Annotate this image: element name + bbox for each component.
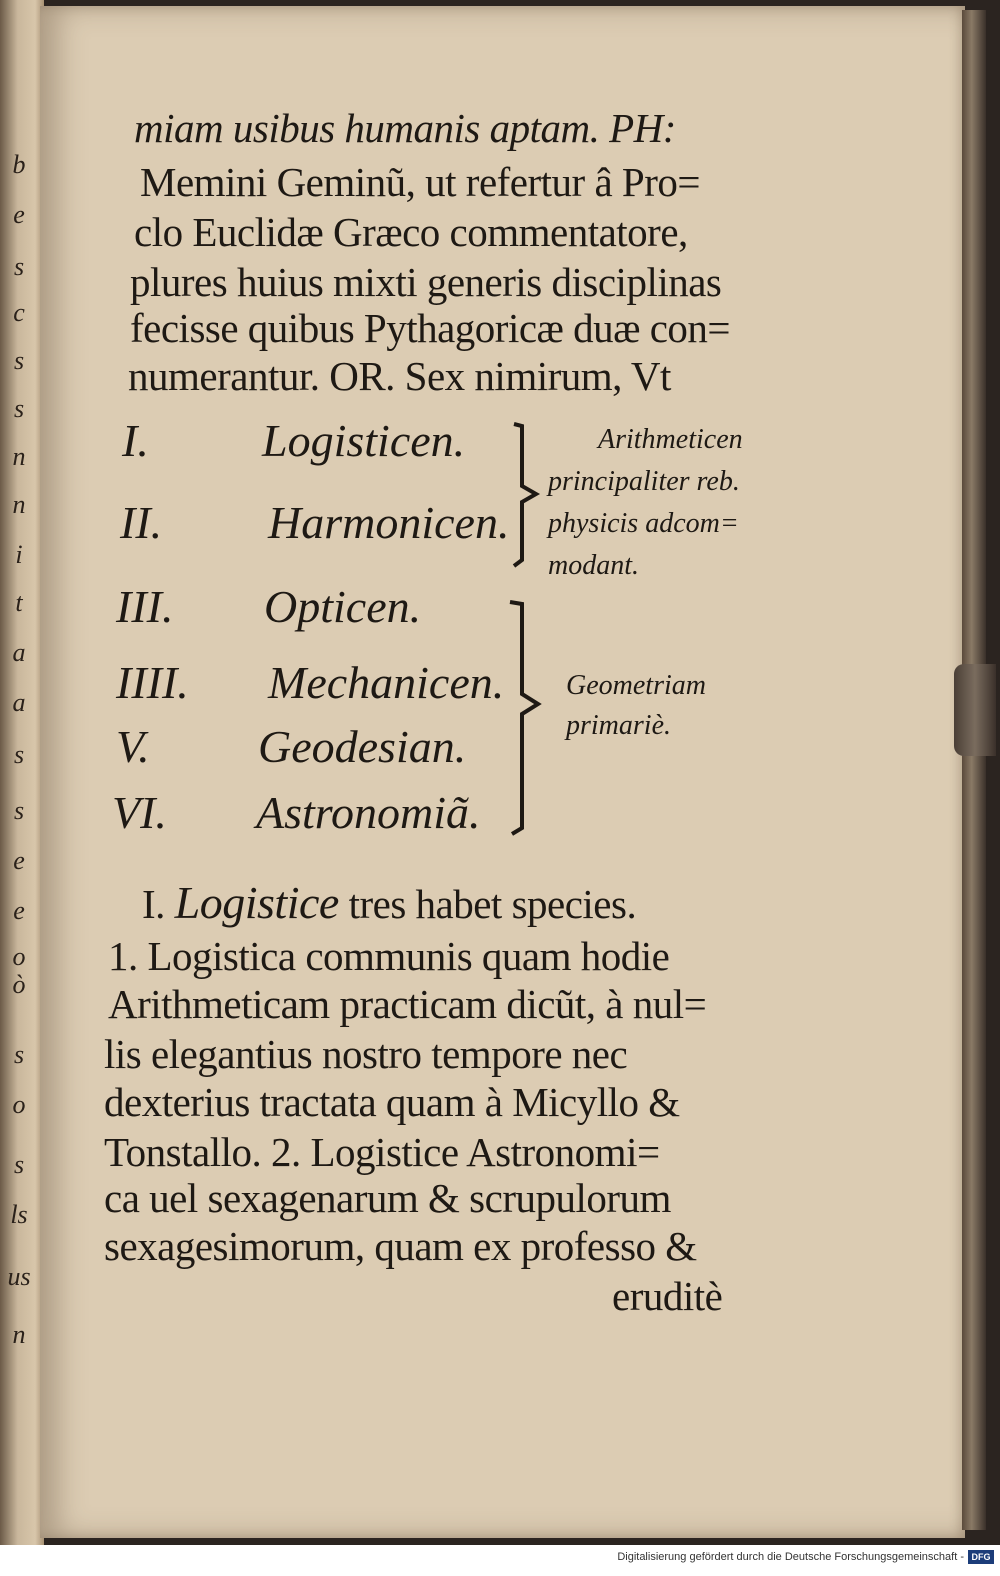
brace-note-line: principaliter reb. xyxy=(548,466,740,497)
table-row-name: Astronomiã. xyxy=(256,787,481,838)
facing-page-glyph: n xyxy=(12,490,26,519)
table-row-name: Harmonicen. xyxy=(268,497,510,548)
facing-page-glyph: s xyxy=(13,252,25,281)
facing-page-glyph: e xyxy=(13,896,25,925)
catchword: eruditè xyxy=(612,1273,723,1319)
text-line-14: sexagesimorum, quam ex professo & xyxy=(104,1223,697,1269)
brace-upper xyxy=(500,420,550,580)
book-clasp xyxy=(954,664,996,756)
facing-page-glyph: s xyxy=(13,1040,25,1069)
facing-page-glyph: n xyxy=(12,442,26,471)
facing-page-glyph: c xyxy=(13,298,25,327)
text-line-13: ca uel sexagenarum & scrupulorum xyxy=(104,1175,671,1221)
facing-page-glyph: us xyxy=(7,1262,31,1291)
facing-page-glyph: o xyxy=(12,1090,26,1119)
facing-page-glyph: ls xyxy=(10,1200,28,1229)
table-row-num: VI. xyxy=(112,787,167,838)
table-row-num: I. xyxy=(122,415,149,466)
facing-page-glyph: s xyxy=(13,740,25,769)
brace-lower xyxy=(500,596,550,846)
facing-page-glyph: n xyxy=(12,1320,26,1349)
facing-page-glyph: e xyxy=(13,200,25,229)
text-line-1: miam usibus humanis aptam. PH: xyxy=(134,105,676,151)
table-row-num: III. xyxy=(116,581,174,632)
line-prefix: I. xyxy=(142,881,175,927)
footer-credit: Digitalisierung gefördert durch die Deutsche Forschungsgemeinschaft - xyxy=(617,1551,964,1563)
brace-note-line: modant. xyxy=(548,550,639,581)
facing-page-glyph: s xyxy=(13,394,25,423)
text-line-9: Arithmeticam practicam dicũt, à nul= xyxy=(108,981,707,1027)
table-row-name: Geodesian. xyxy=(258,721,467,772)
brace-note-line: primariè. xyxy=(566,710,671,741)
line-suffix: tres habet species. xyxy=(338,881,637,927)
brace-note-line: Geometriam xyxy=(566,670,706,701)
text-line-11: dexterius tractata quam à Micyllo & xyxy=(104,1079,680,1125)
table-row-num: II. xyxy=(120,497,163,548)
table-row-name: Opticen. xyxy=(264,581,422,632)
table-row-num: V. xyxy=(116,721,150,772)
text-line-2: Memini Geminũ, ut refertur â Pro= xyxy=(140,159,700,205)
text-line-10: lis elegantius nostro tempore nec xyxy=(104,1031,628,1077)
text-line-6: numerantur. OR. Sex nimirum, Vt xyxy=(128,353,671,399)
facing-page-glyph: i xyxy=(15,540,23,569)
facing-page-glyph: b xyxy=(12,150,26,179)
line-italic: Logistice xyxy=(174,877,339,928)
facing-page-glyph: a xyxy=(12,688,26,717)
text-line-7 xyxy=(142,876,636,929)
facing-page-glyph: s xyxy=(13,1150,25,1179)
text-line-12: Tonstallo. 2. Logistice Astronomi= xyxy=(104,1129,660,1175)
facing-page-glyph: a xyxy=(12,638,26,667)
facing-page-glyph: s xyxy=(13,796,25,825)
text-line-8: 1. Logistica communis quam hodie xyxy=(108,933,670,979)
facing-page-edge xyxy=(0,0,44,1545)
facing-page-glyph: s xyxy=(13,346,25,375)
brace-note-line: Arithmeticen xyxy=(598,424,743,455)
table-row-num: IIII. xyxy=(116,657,189,708)
facing-page-glyph: o xyxy=(12,942,26,971)
table-row-name: Logisticen. xyxy=(262,415,466,466)
dfg-logo-icon: DFG xyxy=(968,1550,994,1564)
page-fore-edge xyxy=(962,10,986,1530)
brace-note-line: physicis adcom= xyxy=(548,508,739,539)
text-line-4: plures huius mixti generis disciplinas xyxy=(130,259,722,305)
facing-page-glyph: t xyxy=(15,588,23,617)
table-row-name: Mechanicen. xyxy=(268,657,505,708)
text-line-5: fecisse quibus Pythagoricæ duæ con= xyxy=(130,305,731,351)
text-line-3: clo Euclidæ Græco commentatore, xyxy=(134,209,688,255)
facing-page-glyph: e xyxy=(13,846,25,875)
facing-page-glyph: ò xyxy=(12,970,26,999)
